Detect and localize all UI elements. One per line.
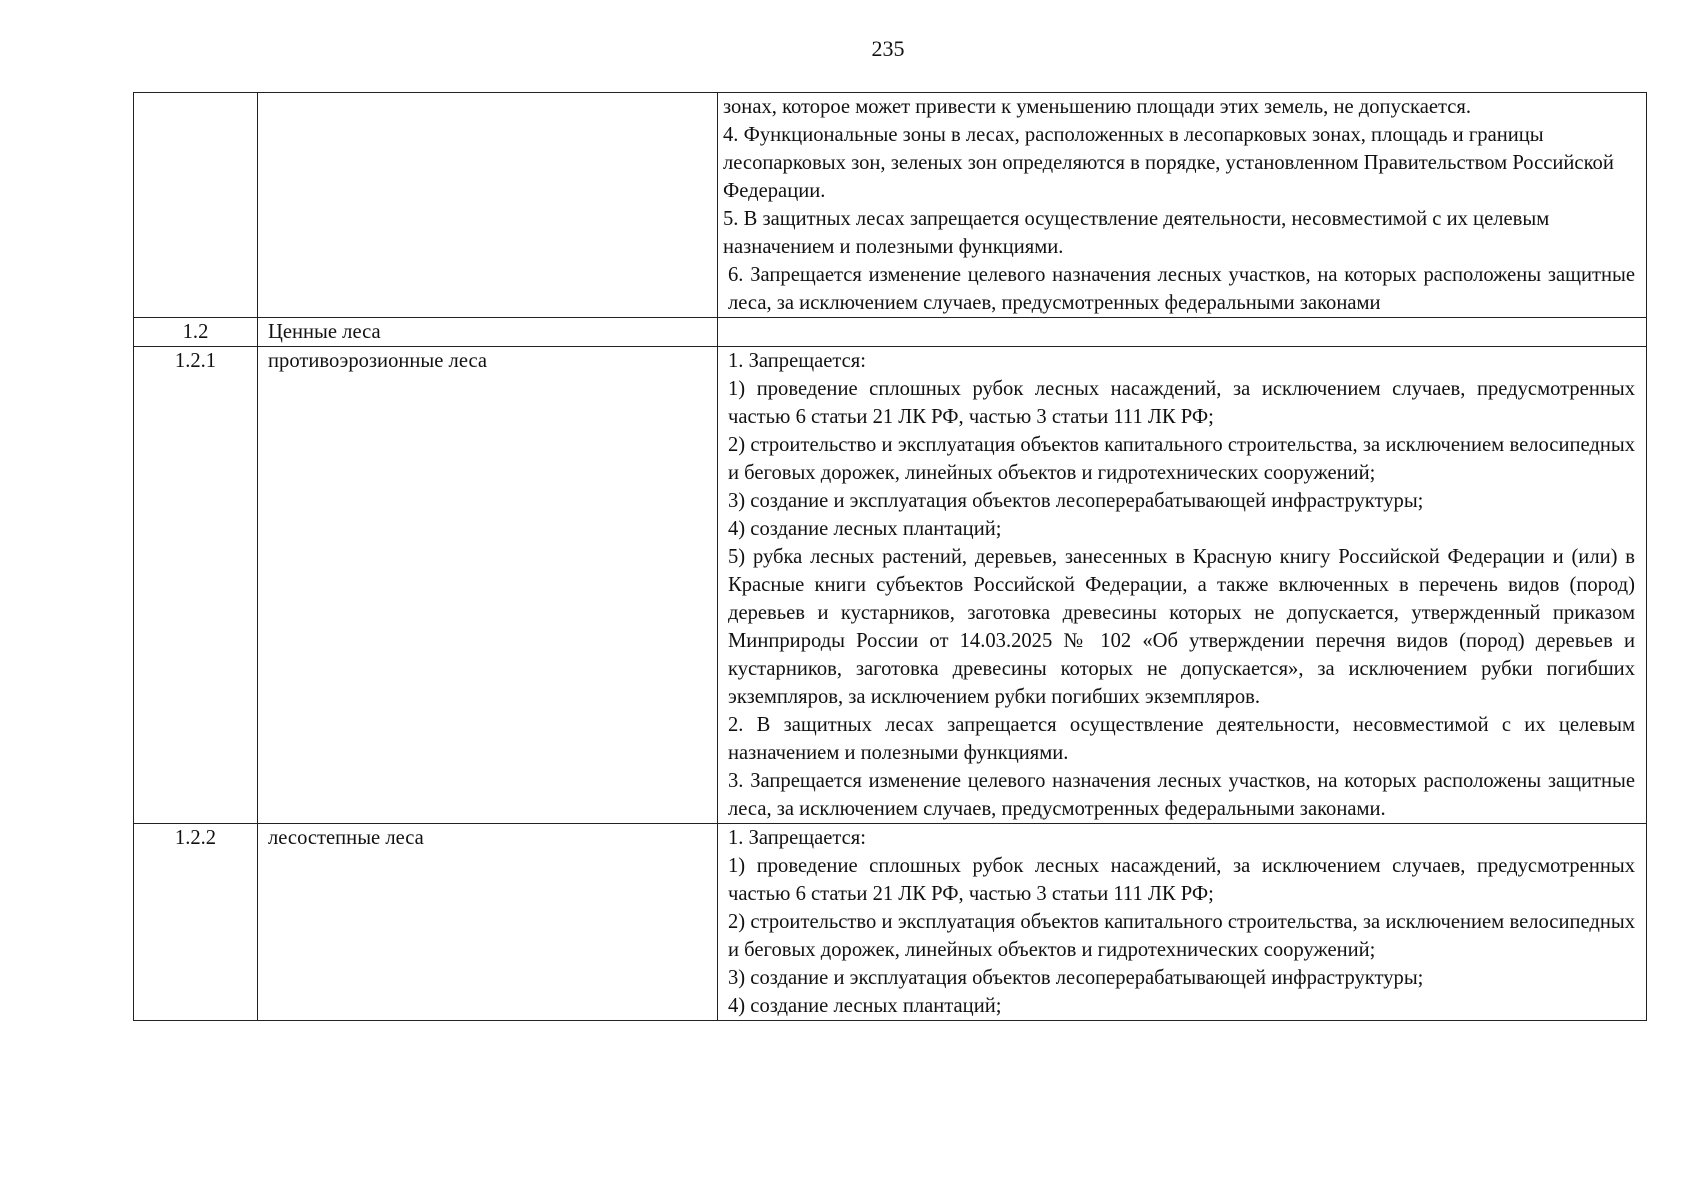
- row-number: 1.2.2: [134, 824, 258, 1021]
- restrictions-cell: [718, 93, 1647, 318]
- restriction-paragraph: 3. Запрещается изменение целевого назначения лесных участков, на которых расположены защитные леса, за исключением случаев, предусмотренных федеральными законами.: [728, 770, 1635, 820]
- restriction-paragraph: 5) рубка лесных растений, деревьев, занесенных в Красную книгу Российской Федерации и (или) в Красные книги субъектов Российской Федерации, а также включенных в перечень видов (пород) деревьев и кустарников, заготовка древесины которых не допускается, утвержденный приказом Минприроды России от 14.03.2025 № 102 «Об утверждении перечня видов (пород) деревьев и кустарников, заготовка древесины которых не допускается», за исключением рубки погибших экземпляров, за исключением рубки погибших экземпляров.: [728, 546, 1635, 708]
- forest-category: лесостепные леса: [258, 824, 718, 1021]
- restriction-paragraph: зонах, которое может привести к уменьшению площади этих земель, не допускается.: [723, 96, 1472, 118]
- restriction-paragraph: 2) строительство и эксплуатация объектов капитального строительства, за исключением велосипедных и беговых дорожек, линейных объектов и гидротехнических сооружений;: [728, 911, 1635, 961]
- forest-category: [258, 93, 718, 318]
- restriction-paragraph: 3) создание и эксплуатация объектов лесоперерабатывающей инфраструктуры;: [728, 490, 1424, 512]
- restriction-paragraph: 5. В защитных лесах запрещается осуществление деятельности, несовместимой с их целевым назначением и полезными функциями.: [723, 208, 1550, 258]
- restriction-paragraph: 3) создание и эксплуатация объектов лесоперерабатывающей инфраструктуры;: [728, 967, 1424, 989]
- restriction-paragraph: 2) строительство и эксплуатация объектов капитального строительства, за исключением велосипедных и беговых дорожек, линейных объектов и гидротехнических сооружений;: [728, 434, 1635, 484]
- forest-category: Ценные леса: [258, 318, 718, 347]
- table-row: [134, 318, 1647, 347]
- restrictions-cell: [718, 824, 1647, 1021]
- forest-category: противоэрозионные леса: [258, 347, 718, 824]
- restriction-paragraph: 4. Функциональные зоны в лесах, расположенных в лесопарковых зонах, площадь и границы лесопарковых зон, зеленых зон определяются в порядке, установленном Правительством Российской Федерации.: [723, 124, 1614, 202]
- restriction-paragraph: 1) проведение сплошных рубок лесных насаждений, за исключением случаев, предусмотренных частью 6 статьи 21 ЛК РФ, частью 3 статьи 111 ЛК РФ;: [728, 855, 1635, 905]
- table-row: [134, 93, 1647, 318]
- restriction-paragraph: 4) создание лесных плантаций;: [728, 995, 1002, 1017]
- table-row: [134, 824, 1647, 1021]
- table-row: [134, 347, 1647, 824]
- restriction-paragraph: 1. Запрещается:: [728, 827, 866, 849]
- page-number: 235: [871, 36, 905, 61]
- regulations-table: [133, 92, 1647, 1021]
- restriction-paragraph: 1) проведение сплошных рубок лесных насаждений, за исключением случаев, предусмотренных частью 6 статьи 21 ЛК РФ, частью 3 статьи 111 ЛК РФ;: [728, 378, 1635, 428]
- restriction-paragraph: 4) создание лесных плантаций;: [728, 518, 1002, 540]
- row-number: 1.2.1: [134, 347, 258, 824]
- restrictions-cell: [718, 318, 1647, 347]
- restriction-paragraph: 2. В защитных лесах запрещается осуществление деятельности, несовместимой с их целевым назначением и полезными функциями.: [728, 714, 1635, 764]
- restriction-paragraph: 6. Запрещается изменение целевого назначения лесных участков, на которых расположены защитные леса, за исключением случаев, предусмотренных федеральными законами: [728, 264, 1635, 314]
- restriction-paragraph: 1. Запрещается:: [728, 350, 866, 372]
- row-number: [134, 93, 258, 318]
- restrictions-cell: [718, 347, 1647, 824]
- row-number: 1.2: [134, 318, 258, 347]
